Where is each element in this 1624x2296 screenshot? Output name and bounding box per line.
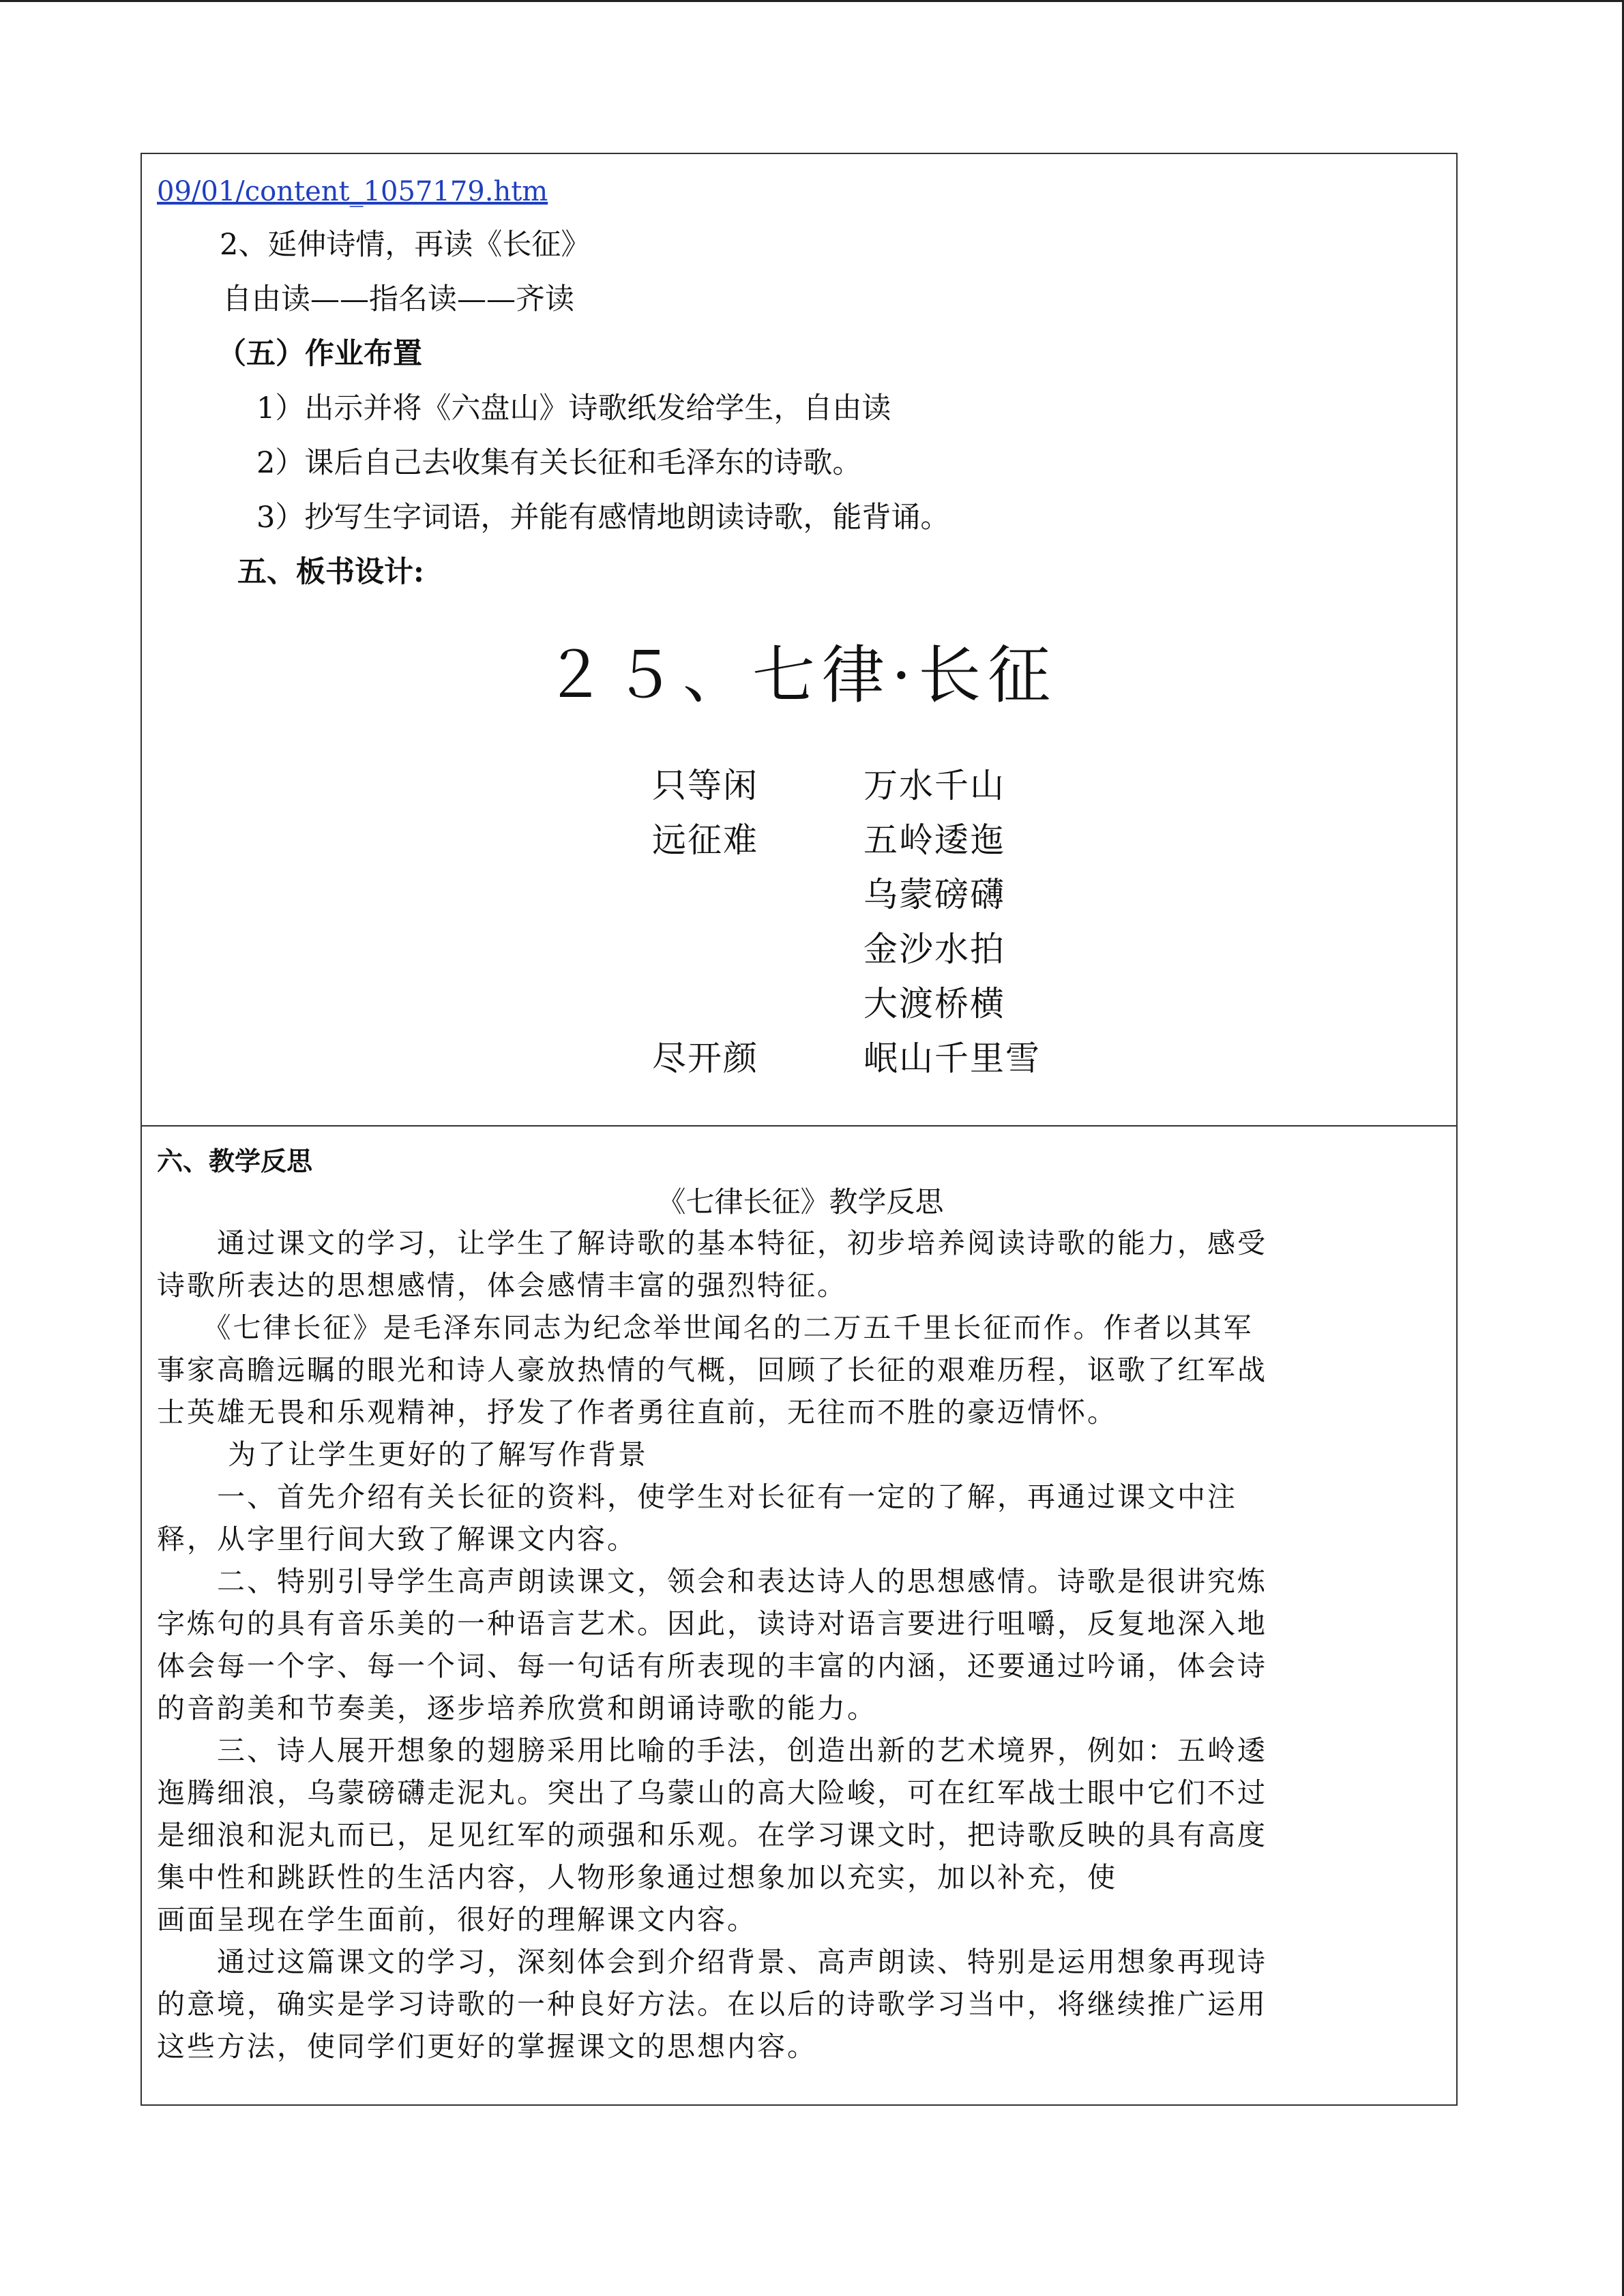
board-left-column — [652, 758, 758, 1086]
content-link[interactable]: 09/01/content_1057179.htm — [157, 176, 548, 207]
homework-item: 3）抄写生字词语，并能有感情地朗读诗歌，能背诵。 — [256, 501, 950, 535]
reflection-line: 释，从字里行间大致了解课文内容。 — [157, 1523, 637, 1555]
reflection-line: 诗歌所表达的思想感情，体会感情丰富的强烈特征。 — [157, 1269, 847, 1302]
reflection-paragraph — [157, 1433, 1439, 1476]
reflection-paragraph — [157, 1729, 1439, 1941]
reflection-title: 《七律长征》教学反思 — [657, 1185, 944, 1219]
reflection-line: 士英雄无畏和乐观精神，抒发了作者勇往直前，无往而不胜的豪迈情怀。 — [157, 1396, 1117, 1429]
reflection-line: 这些方法，使同学们更好的掌握课文的思想内容。 — [157, 2030, 817, 2063]
homework-heading: （五）作业布置 — [217, 337, 422, 371]
board-left-item: 远征难 — [652, 820, 758, 860]
board-right-column — [863, 758, 1041, 1086]
reading-steps-line: 自由读——指名读——齐读 — [222, 282, 574, 316]
board-design-heading: 五、板书设计: — [237, 555, 424, 589]
reflection-line: 三、诗人展开想象的翅膀采用比喻的手法，创造出新的艺术境界，例如：五岭逶 — [157, 1734, 1267, 1767]
board-left-item: 尽开颜 — [652, 1039, 758, 1078]
reflection-line: 体会每一个字、每一个词、每一句话有所表现的丰富的内涵，还要通过吟诵，体会诗 — [157, 1650, 1267, 1682]
board-right-item: 岷山千里雪 — [863, 1039, 1041, 1078]
reflection-line: 迤腾细浪，乌蒙磅礴走泥丸。突出了乌蒙山的高大险峻，可在红军战士眼中它们不过 — [157, 1776, 1267, 1809]
extend-poem-line: 2、延伸诗情，再读《长征》 — [220, 228, 591, 262]
reflection-paragraph — [157, 1307, 1439, 1433]
homework-item: 2）课后自己去收集有关长征和毛泽东的诗歌。 — [256, 446, 862, 480]
board-title: ２５、七律·长征 — [543, 639, 1058, 712]
reflection-line: 一、首先介绍有关长征的资料，使学生对长征有一定的了解，再通过课文中注 — [157, 1480, 1237, 1513]
reflection-line: 为了让学生更好的了解写作背景 — [157, 1438, 649, 1471]
board-right-item: 金沙水拍 — [863, 929, 1005, 969]
board-left-item — [652, 922, 758, 976]
reflection-line: 通过这篇课文的学习，深刻体会到介绍背景、高声朗读、特别是运用想象再现诗 — [157, 1945, 1267, 1978]
board-right-item: 万水千山 — [863, 766, 1005, 805]
reflection-line: 事家高瞻远瞩的眼光和诗人豪放热情的气概，回顾了长征的艰难历程，讴歌了红军战 — [157, 1354, 1267, 1386]
reflection-line: 字炼句的具有音乐美的一种语言艺术。因此，读诗对语言要进行咀嚼，反复地深入地 — [157, 1607, 1267, 1640]
reflection-paragraph — [157, 1222, 1439, 1307]
board-left-item: 只等闲 — [652, 766, 758, 805]
page-top-border — [0, 0, 1624, 2]
board-left-item — [652, 976, 758, 1031]
board-right-item: 五岭逶迤 — [863, 820, 1005, 860]
teaching-reflection-box — [141, 1125, 1458, 2106]
reflection-paragraph — [157, 1560, 1439, 1729]
reflection-line: 集中性和跳跃性的生活内容，人物形象通过想象加以充实，加以补充，使 — [157, 1861, 1117, 1894]
reflection-line: 画面呈现在学生面前，很好的理解课文内容。 — [157, 1903, 757, 1936]
reflection-line: 的意境，确实是学习诗歌的一种良好方法。在以后的诗歌学习当中，将继续推广运用 — [157, 1988, 1267, 2021]
board-right-item: 乌蒙磅礴 — [863, 875, 1005, 914]
reflection-line: 《七律长征》是毛泽东同志为纪念举世闻名的二万五千里长征而作。作者以其军 — [157, 1311, 1254, 1344]
reflection-paragraph — [157, 1476, 1439, 1560]
lesson-plan-box — [141, 153, 1458, 1127]
reflection-heading: 六、教学反思 — [157, 1146, 313, 1176]
reflection-paragraph — [157, 1941, 1439, 2068]
reflection-line: 的音韵美和节奏美，逐步培养欣赏和朗诵诗歌的能力。 — [157, 1692, 877, 1725]
reflection-line: 通过课文的学习，让学生了解诗歌的基本特征，初步培养阅读诗歌的能力，感受 — [157, 1227, 1267, 1259]
homework-item: 1）出示并将《六盘山》诗歌纸发给学生，自由读 — [256, 391, 891, 426]
board-right-item: 大渡桥横 — [863, 984, 1005, 1024]
board-left-item — [652, 867, 758, 922]
reflection-line: 是细浪和泥丸而已，足见红军的顽强和乐观。在学习课文时，把诗歌反映的具有高度 — [157, 1819, 1267, 1851]
reflection-line: 二、特别引导学生高声朗读课文，领会和表达诗人的思想感情。诗歌是很讲究炼 — [157, 1565, 1267, 1598]
